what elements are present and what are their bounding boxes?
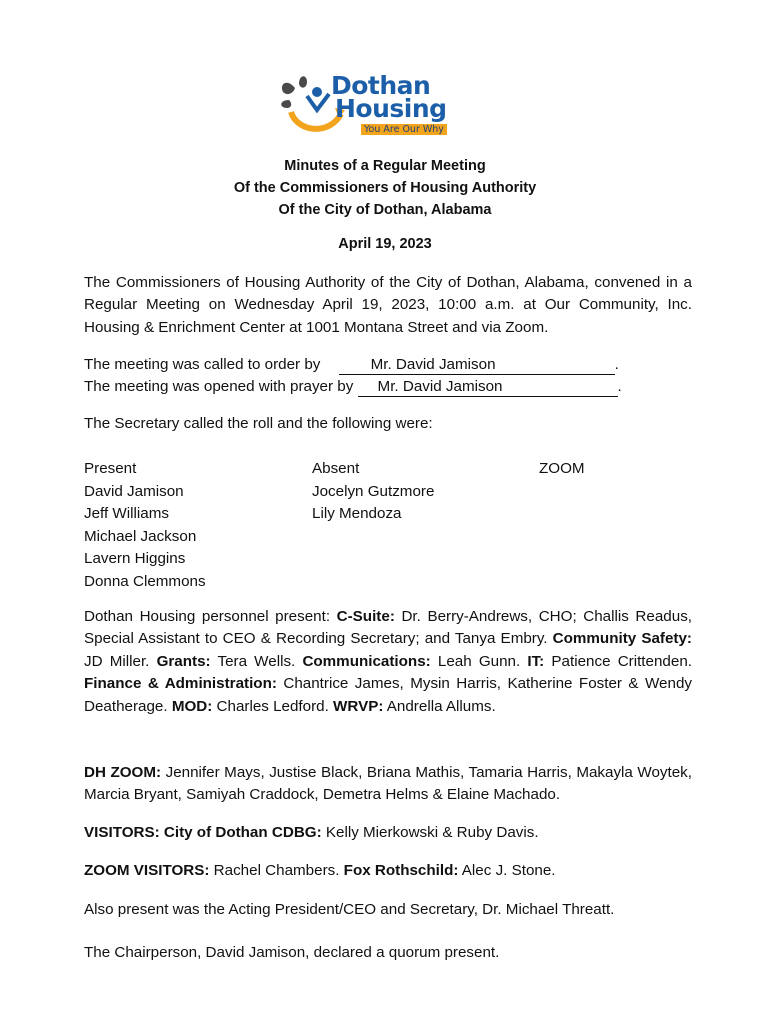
personnel-lead: Dothan Housing personnel present:	[84, 608, 337, 625]
safety-label: Community Safety:	[552, 630, 692, 648]
fox-rothschild-label: Fox Rothschild:	[343, 862, 459, 879]
zoom-visitors-paragraph	[84, 860, 692, 882]
it-text: Patience Crittenden.	[544, 652, 692, 670]
opened-fill-line	[358, 378, 618, 397]
dh-zoom-label: DH ZOOM:	[84, 764, 162, 781]
logo-word-housing: Housing	[335, 94, 447, 123]
comms-text: Leah Gunn.	[430, 652, 528, 670]
title-line-3: Of the City of Dothan, Alabama	[278, 202, 492, 218]
dothan-housing-logo	[277, 71, 463, 140]
zoom-visitors-text: Rachel Chambers.	[209, 862, 344, 879]
absent-header: Absent	[312, 460, 360, 477]
present-name: Jeff Williams	[84, 505, 169, 523]
opened-period: .	[617, 378, 622, 396]
title-line-2: Of the Commissioners of Housing Authority	[233, 180, 537, 196]
meeting-date: April 19, 2023	[338, 236, 432, 252]
called-period: .	[614, 356, 619, 373]
personnel-paragraph	[84, 606, 692, 718]
opened-label: The meeting was opened with prayer by	[84, 378, 354, 396]
visitors-text: Kelly Mierkowski & Ruby Davis.	[321, 824, 539, 841]
order-block	[84, 354, 692, 399]
called-value: Mr. David Jamison	[370, 356, 496, 373]
it-label: IT:	[527, 652, 545, 670]
csuite-label: C-Suite:	[336, 608, 395, 625]
opened-value: Mr. David Jamison	[377, 378, 503, 396]
present-name: Lavern Higgins	[84, 550, 186, 568]
comms-label: Communications:	[302, 652, 431, 670]
called-label: The meeting was called to order by	[84, 356, 321, 373]
present-column	[84, 458, 206, 594]
wrvp-text: Andrella Allums.	[383, 697, 496, 715]
present-name: Michael Jackson	[84, 527, 197, 545]
opened-prayer-row	[84, 376, 692, 398]
present-name: David Jamison	[84, 482, 184, 500]
absent-name: Jocelyn Gutzmore	[312, 482, 435, 500]
finance-text: Chantrice James, Mysin Harris, Katherine Foster & Wendy Deatherage.	[84, 675, 692, 715]
zoom-column	[539, 458, 585, 481]
zoom-header: ZOOM	[539, 460, 585, 477]
roll-intro: The Secretary called the roll and the following were:	[84, 415, 433, 432]
safety-text: JD Miller.	[84, 652, 157, 670]
called-to-order-row	[84, 354, 692, 376]
present-name: Donna Clemmons	[84, 572, 206, 590]
dh-zoom-text: Jennifer Mays, Justise Black, Briana Mathis, Tamaria Harris, Makayla Woytek, Marcia Bryant, Samiyah Craddock, Demetra Helms & Elaine Machado.	[84, 764, 692, 804]
title-line-1: Minutes of a Regular Meeting	[284, 158, 486, 174]
fox-rothschild-text: Alec J. Stone.	[458, 862, 556, 879]
finance-label: Finance & Administration:	[84, 675, 277, 693]
mod-label: MOD:	[171, 697, 213, 715]
intro-paragraph: The Commissioners of Housing Authority of the City of Dothan, Alabama, convened in a Regular Meeting on Wednesday April 19, 2023, 10:00 a.m. at Our Community, Inc. Housing & Enrichment Center at 1001 Montana Street and via Zoom.	[84, 274, 692, 336]
mod-text: Charles Ledford.	[212, 697, 334, 715]
grants-text: Tera Wells.	[210, 652, 303, 670]
document-title	[0, 155, 770, 221]
logo-tagline: You Are Our Why	[361, 124, 447, 135]
quorum-paragraph: The Chairperson, David Jamison, declared a quorum present.	[84, 944, 500, 961]
logo-wordmark	[331, 71, 463, 135]
wrvp-label: WRVP:	[333, 697, 384, 715]
dh-zoom-paragraph	[84, 762, 692, 807]
acting-ceo-paragraph: Also present was the Acting President/CEO and Secretary, Dr. Michael Threatt.	[84, 901, 615, 918]
zoom-visitors-label: ZOOM VISITORS:	[84, 862, 210, 879]
visitors-label: VISITORS: City of Dothan CDBG:	[84, 824, 322, 841]
logo-word-dothan: Dothan	[331, 71, 431, 100]
visitors-paragraph	[84, 822, 692, 844]
absent-column	[312, 458, 434, 526]
present-header: Present	[84, 460, 137, 477]
grants-label: Grants:	[156, 652, 211, 670]
absent-name: Lily Mendoza	[312, 505, 402, 523]
csuite-text: Dr. Berry-Andrews, CHO; Challis Readus, Special Assistant to CEO & Recording Secretary; and Tanya Embry.	[84, 608, 693, 648]
called-fill-line	[339, 356, 615, 375]
